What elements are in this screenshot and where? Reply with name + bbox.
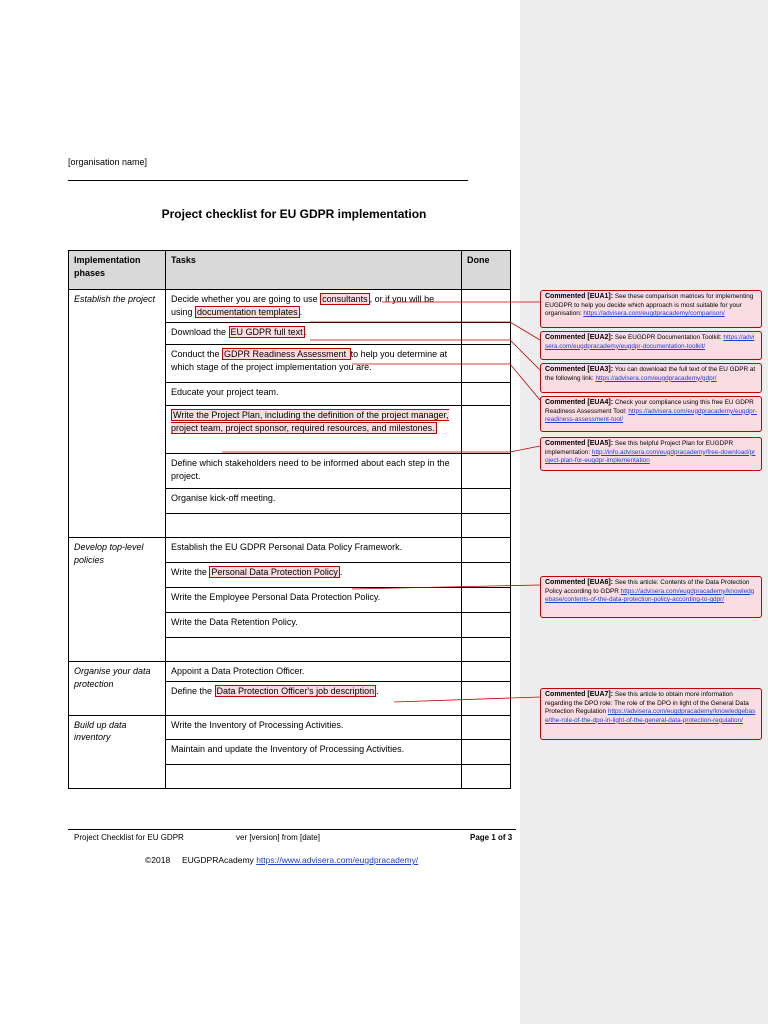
comment-balloon[interactable] (540, 437, 762, 471)
comment-text: See EUGDPR Documentation Toolkit: (614, 334, 722, 341)
checklist-table (68, 250, 511, 789)
comment-link[interactable]: http://info.advisera.com/eugdpracademy/free-download/project-plan-for-eugdpr-implementation (545, 448, 756, 465)
comment-label: Commented [EUA5]: (545, 440, 614, 447)
comment-text: See this article to obtain more information regarding the DPO role: The role of the DPO in light of the General Data Protection Regulation (545, 691, 749, 716)
comment-text: You can download the full text of the EU GDPR at the following link: (545, 366, 756, 382)
comment-balloon[interactable] (540, 688, 762, 740)
document-title: Project checklist for EU GDPR implementation (161, 207, 427, 221)
commented-text[interactable]: Data Protection Officer's job description (216, 685, 375, 696)
task-cell: Organise kick-off meeting. (166, 489, 462, 514)
done-cell[interactable] (462, 323, 511, 345)
task-cell: Educate your project team. (166, 383, 462, 406)
commented-text[interactable]: EU GDPR full text (230, 327, 303, 337)
organisation-name: [organisation name] (68, 157, 148, 167)
done-cell[interactable] (462, 345, 511, 383)
done-cell[interactable] (462, 489, 511, 514)
comment-link[interactable]: https://advisera.com/eugdpracademy/comparison/ (583, 310, 725, 318)
phase-cell: Organise your data protection (69, 662, 166, 716)
done-cell[interactable] (462, 454, 511, 489)
comment-text: See this article: Contents of the Data Protection Policy according to GDPR (545, 579, 750, 595)
task-cell (166, 764, 462, 788)
done-cell[interactable] (462, 563, 511, 588)
footer-page-number: Page 1 of 3 (470, 833, 513, 842)
done-cell[interactable] (462, 514, 511, 538)
commented-text[interactable]: consultants (322, 294, 368, 304)
done-cell[interactable] (462, 538, 511, 563)
task-text: to help you determine at which stage of the project implementation you are. (171, 349, 448, 372)
footer-version: ver [version] from [date] (236, 833, 321, 842)
done-cell[interactable] (462, 764, 511, 788)
header-phases: Implementation phases (69, 251, 166, 290)
comment-label: Commented [EUA2]: (545, 334, 614, 341)
done-cell[interactable] (462, 613, 511, 638)
task-cell: Establish the EU GDPR Personal Data Policy Framework. (166, 538, 462, 563)
copyright-org: EUGDPRAcademy (182, 855, 254, 865)
task-cell: Maintain and update the Inventory of Processing Activities. (166, 739, 462, 764)
comment-label: Commented [EUA7]: (545, 691, 614, 698)
done-cell[interactable] (462, 715, 511, 739)
footer-title: Project Checklist for EU GDPR (74, 833, 184, 842)
done-cell[interactable] (462, 739, 511, 764)
table-row (69, 715, 511, 739)
comment-balloon[interactable] (540, 576, 762, 618)
task-cell (166, 290, 462, 323)
comment-link[interactable]: https://advisera.com/eugdpracademy/gdpr/ (595, 374, 717, 382)
task-cell: Write the Employee Personal Data Protection Policy. (166, 588, 462, 613)
task-cell (166, 514, 462, 538)
comments-pane (520, 0, 768, 1024)
comment-balloon[interactable] (540, 363, 762, 393)
table-row (69, 538, 511, 563)
comment-link[interactable]: https://advisera.com/eugdpracademy/eugdpr-documentation-toolkit/ (545, 334, 755, 350)
comment-label: Commented [EUA6]: (545, 579, 614, 586)
table-header-row (69, 251, 511, 290)
task-cell (166, 406, 462, 454)
task-text: Write the (171, 567, 210, 577)
task-cell: Appoint a Data Protection Officer. (166, 662, 462, 682)
task-cell (166, 563, 462, 588)
header-rule (68, 180, 468, 181)
comment-link[interactable]: https://advisera.com/eugdpracademy/eugdpr-readiness-assessment-tool/ (545, 407, 757, 424)
comment-link[interactable]: https://advisera.com/eugdpracademy/knowledgebase/contents-of-the-data-protection-policy-according-to-gdpr/ (545, 587, 755, 604)
task-text: Conduct the (171, 349, 223, 359)
comment-balloon[interactable] (540, 290, 762, 328)
task-text: . (299, 306, 303, 317)
task-cell (166, 638, 462, 662)
comment-balloon[interactable] (540, 396, 762, 432)
done-cell[interactable] (462, 406, 511, 454)
phase-cell: Develop top-level policies (69, 538, 166, 662)
comment-text: See this helpful Project Plan for EUGDPR implementation: (545, 440, 734, 456)
commented-text[interactable]: documentation templates (197, 306, 298, 317)
comment-text: See these comparison matrices for implementing EUGDPR to help you decide which approach is most suitable for your organisation: (545, 293, 754, 318)
footer-rule (68, 829, 516, 830)
commented-text[interactable]: GDPR Readiness Assessment (224, 349, 349, 359)
task-cell (166, 345, 462, 383)
commented-text[interactable]: Personal Data Protection Policy (211, 567, 338, 577)
task-text: . (304, 327, 308, 337)
comment-label: Commented [EUA1]: (545, 293, 614, 300)
task-text: , or if you will be using (171, 294, 435, 317)
header-tasks: Tasks (166, 251, 462, 290)
comment-text: Check your compliance using this free EU GDPR Readiness Assessment Tool: (545, 399, 754, 415)
task-text: Decide whether you are going to use (171, 294, 321, 304)
table-row (69, 290, 511, 323)
task-cell: Write the Inventory of Processing Activities. (166, 715, 462, 739)
done-cell[interactable] (462, 383, 511, 406)
copyright-link[interactable]: https://www.advisera.com/eugdpracademy/ (256, 855, 419, 865)
commented-text[interactable]: Write the Project Plan, including the definition of the project manager, project team, project sponsor, required resources, and milestones. (171, 410, 449, 433)
copyright-line (145, 855, 418, 865)
task-text: . (376, 685, 379, 696)
done-cell[interactable] (462, 588, 511, 613)
task-cell: Define which stakeholders need to be informed about each step in the project. (166, 454, 462, 489)
done-cell[interactable] (462, 662, 511, 682)
comment-link[interactable]: https://advisera.com/eugdpracademy/knowledgebase/the-role-of-the-dpo-in-light-of-the-general-data-protection-regulation/ (545, 708, 756, 724)
comment-balloon[interactable] (540, 331, 762, 360)
task-text: Download the (171, 327, 229, 337)
done-cell[interactable] (462, 681, 511, 715)
comment-label: Commented [EUA3]: (545, 366, 614, 373)
table-row (69, 662, 511, 682)
done-cell[interactable] (462, 290, 511, 323)
copyright-year: ©2018 (145, 855, 171, 865)
phase-cell: Establish the project (69, 290, 166, 538)
task-cell: Write the Data Retention Policy. (166, 613, 462, 638)
header-done: Done (462, 251, 511, 290)
comment-label: Commented [EUA4]: (545, 399, 614, 406)
task-text: . (339, 567, 343, 577)
task-cell (166, 681, 462, 715)
task-text: Define the (171, 685, 215, 696)
phase-cell: Build up data inventory (69, 715, 166, 788)
task-cell (166, 323, 462, 345)
done-cell[interactable] (462, 638, 511, 662)
